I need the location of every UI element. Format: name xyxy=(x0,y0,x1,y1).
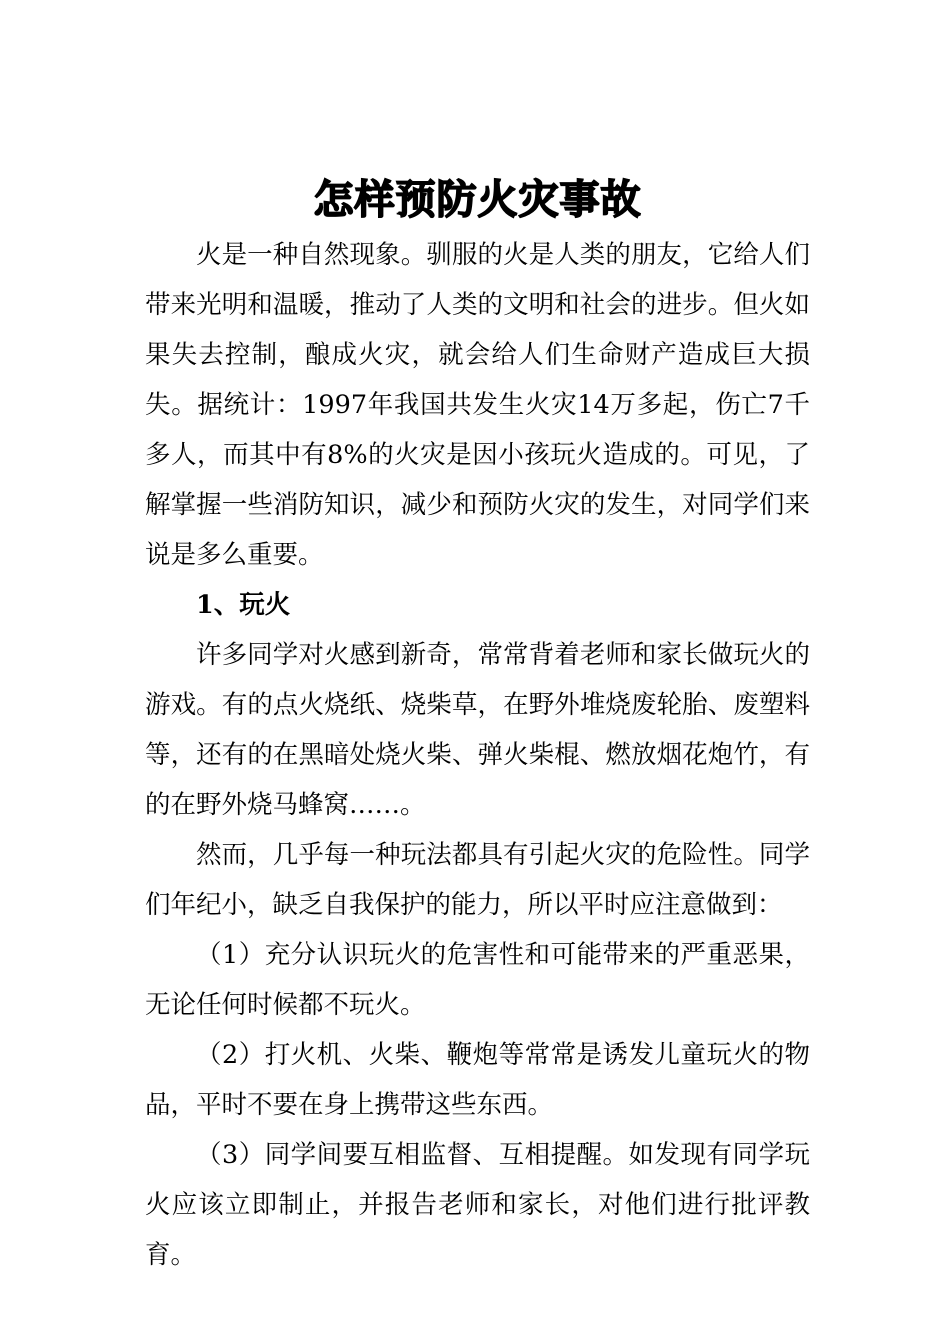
list-item-3: （3）同学间要互相监督、互相提醒。如发现有同学玩火应该立即制止，并报告老师和家长，对他们进行批评教育。 xyxy=(145,1140,810,1270)
document-page xyxy=(145,170,810,1280)
list-item-2: （2）打火机、火柴、鞭炮等常常是诱发儿童玩火的物品，平时不要在身上携带这些东西。 xyxy=(145,1040,810,1120)
list-item-1: （1）充分认识玩火的危害性和可能带来的严重恶果，无论任何时候都不玩火。 xyxy=(145,940,810,1020)
document-title: 怎样预防火灾事故 xyxy=(313,177,642,223)
section-heading-play-with-fire: 1、玩火 xyxy=(196,590,291,620)
intro-paragraph: 火是一种自然现象。驯服的火是人类的朋友，它给人们带来光明和温暖，推动了人类的文明和社会的进步。但火如果失去控制，酿成火灾，就会给人们生命财产造成巨大损失。据统计：1997年我国共发生火灾14万多起，伤亡7千多人，而其中有8%的火灾是因小孩玩火造成的。可见，了解掌握一些消防知识，减少和预防火灾的发生，对同学们来说是多么重要。 xyxy=(145,240,810,570)
section1-paragraph-1: 许多同学对火感到新奇，常常背着老师和家长做玩火的游戏。有的点火烧纸、烧柴草，在野外堆烧废轮胎、废塑料等，还有的在黑暗处烧火柴、弹火柴棍、燃放烟花炮竹，有的在野外烧马蜂窝……。 xyxy=(145,640,810,820)
section1-paragraph-2: 然而，几乎每一种玩法都具有引起火灾的危险性。同学们年纪小，缺乏自我保护的能力，所以平时应注意做到： xyxy=(145,840,810,920)
